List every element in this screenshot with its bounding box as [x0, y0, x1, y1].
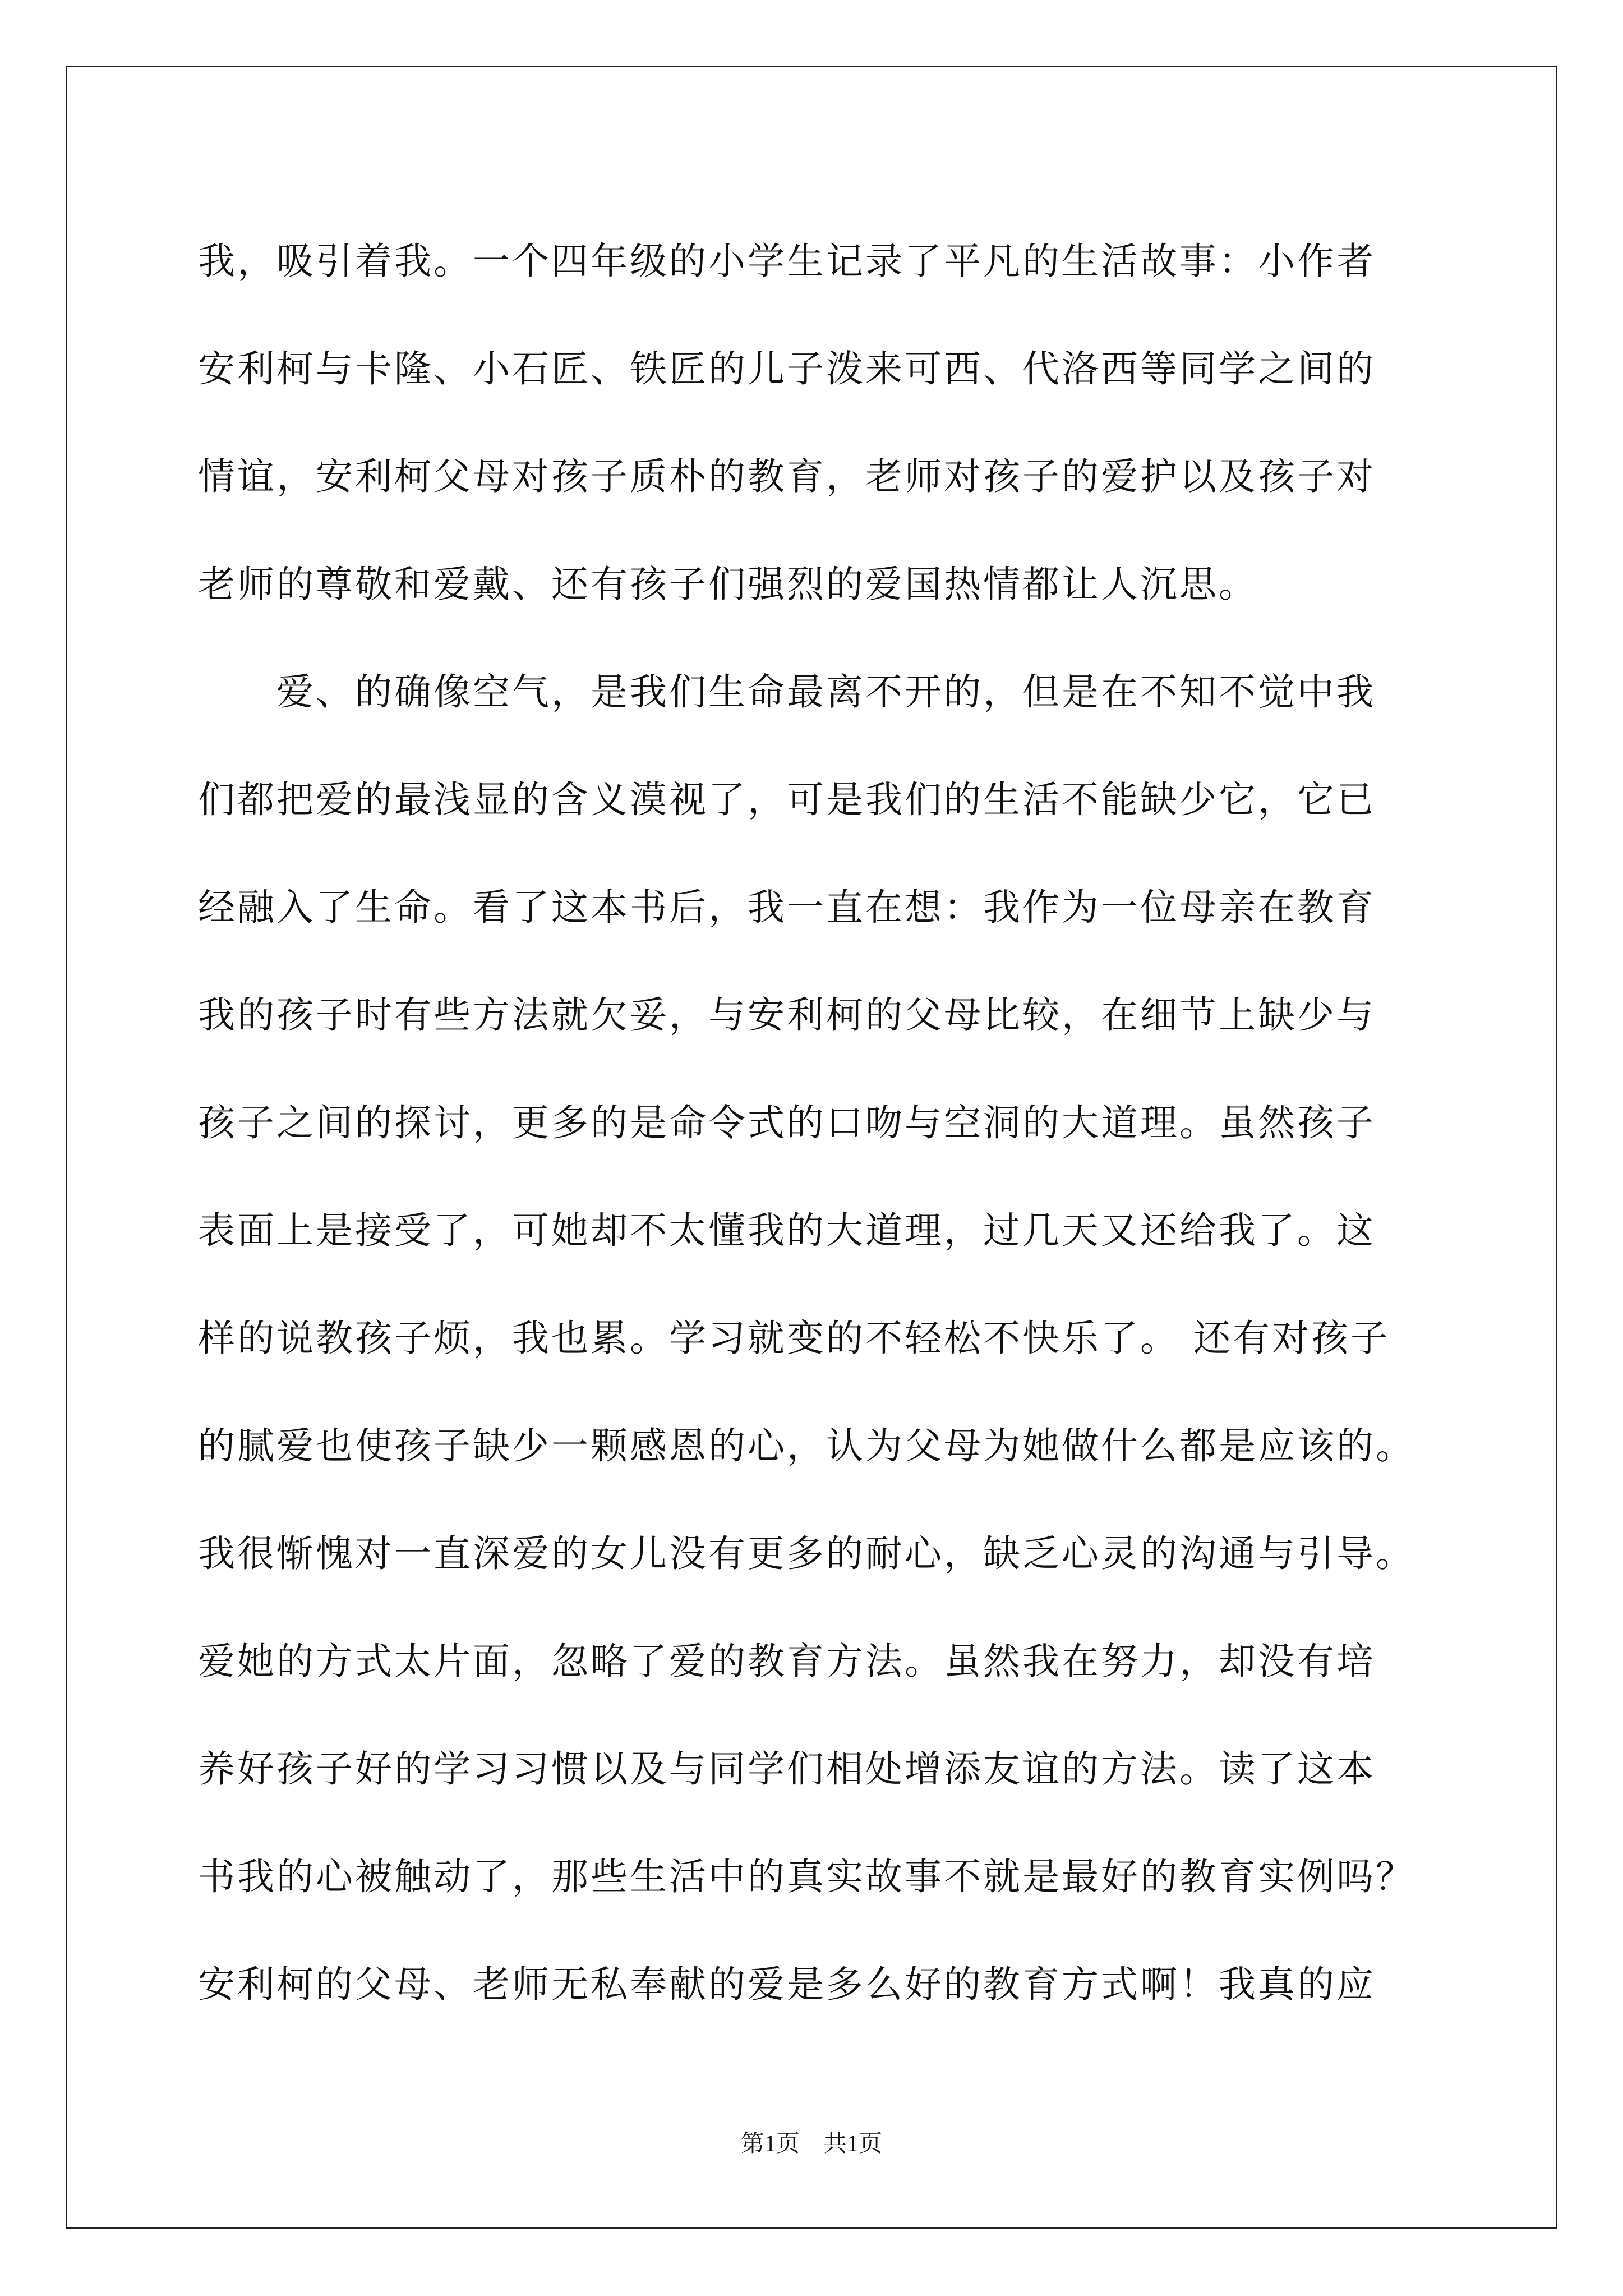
- text-line: 爱她的方式太片面，忽略了爱的教育方法。虽然我在努力，却没有培: [198, 1640, 1376, 1683]
- text-line: 老师的尊敬和爱戴、还有孩子们强烈的爱国热情都让人沉思。: [198, 563, 1258, 606]
- page-number: 第1页 共1页: [740, 2131, 882, 2157]
- text-line: 们都把爱的最浅显的含义漠视了，可是我们的生活不能缺少它，它已: [198, 778, 1376, 821]
- text-line: 样的说教孩子烦，我也累。学习就变的不轻松不快乐了。 还有对孩子: [198, 1317, 1390, 1360]
- text-line: 安利柯的父母、老师无私奉献的爱是多么好的教育方式啊！我真的应: [198, 1963, 1376, 2006]
- text-line: 情谊，安利柯父母对孩子质朴的教育，老师对孩子的爱护以及孩子对: [198, 455, 1376, 498]
- text-line: 我，吸引着我。一个四年级的小学生记录了平凡的生活故事：小作者: [198, 240, 1376, 283]
- text-line: 我很惭愧对一直深爱的女儿没有更多的耐心，缺乏心灵的沟通与引导。: [198, 1532, 1415, 1575]
- text-line: 我的孩子时有些方法就欠妥，与安利柯的父母比较，在细节上缺少与: [198, 993, 1376, 1037]
- text-line: 孩子之间的探讨，更多的是命令式的口吻与空洞的大道理。虽然孩子: [198, 1101, 1376, 1144]
- text-line: 安利柯与卡隆、小石匠、铁匠的儿子泼来可西、代洛西等同学之间的: [198, 347, 1376, 390]
- text-line: 表面上是接受了，可她却不太懂我的大道理，过几天又还给我了。这: [198, 1209, 1376, 1252]
- text-line: 养好孩子好的学习习惯以及与同学们相处增添友谊的方法。读了这本: [198, 1747, 1376, 1791]
- text-line: 的腻爱也使孩子缺少一颗感恩的心，认为父母为她做什么都是应该的。: [198, 1424, 1415, 1467]
- text-line: 经融入了生命。看了这本书后，我一直在想：我作为一位母亲在教育: [198, 886, 1376, 929]
- text-line: 书我的心被触动了，那些生活中的真实故事不就是最好的教育实例吗？: [198, 1855, 1415, 1898]
- body-text: [198, 208, 1460, 2039]
- text-line: 爱、的确像空气，是我们生命最离不开的，但是在不知不觉中我: [198, 670, 1376, 714]
